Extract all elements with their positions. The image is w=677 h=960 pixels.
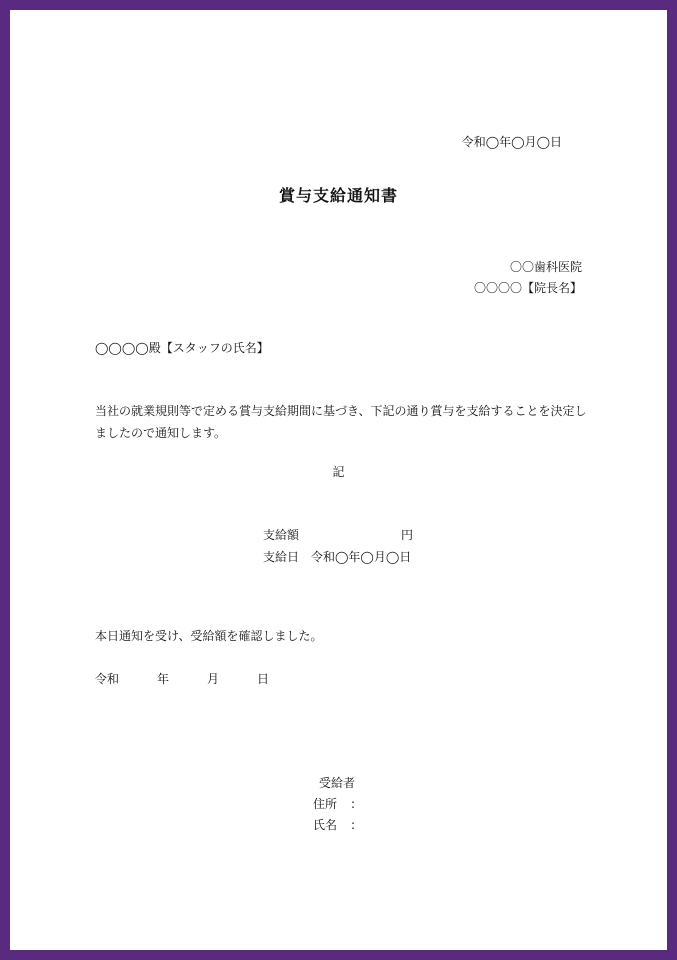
receiver-name-row (313, 815, 355, 836)
acknowledgement-text: 本日通知を受け、受給額を確認しました。 (95, 629, 323, 643)
document-page (10, 10, 667, 950)
receiver-address-row (313, 794, 355, 815)
director-name: 〇〇〇〇【院長名】 (473, 281, 582, 295)
address-colon: : (351, 797, 356, 811)
payment-date-label: 支給日 (263, 550, 300, 564)
payment-date-value: 令和◯年◯月◯日 (311, 550, 412, 564)
ack-era: 令和 (95, 672, 120, 686)
body-text: 当社の就業規則等で定める賞与支給期間に基づき、下記の通り賞与を支給することを決定しましたので通知します。 (95, 404, 587, 440)
name-colon: : (351, 818, 356, 832)
ack-day: 日 (257, 672, 270, 686)
receiver-block (313, 773, 355, 836)
ki-heading: 記 (332, 465, 345, 479)
issuer-block (474, 257, 582, 299)
ack-year: 年 (157, 672, 170, 686)
amount-label: 支給額 (263, 528, 300, 542)
amount-unit: 円 (401, 528, 414, 542)
payment-details (263, 524, 413, 568)
name-label: 氏名 (313, 818, 338, 832)
payment-amount-row (263, 524, 413, 546)
acknowledgement-date (95, 670, 269, 689)
receiver-heading: 受給者 (319, 776, 356, 790)
recipient-name: ◯◯◯◯殿【スタッフの氏名】 (95, 341, 269, 355)
payment-date-row (263, 546, 413, 568)
issue-date: 令和◯年◯月◯日 (461, 135, 562, 149)
address-label: 住所 (313, 797, 338, 811)
clinic-name: 〇〇歯科医院 (509, 260, 582, 274)
ack-month: 月 (207, 672, 220, 686)
document-title: 賞与支給通知書 (278, 186, 398, 205)
